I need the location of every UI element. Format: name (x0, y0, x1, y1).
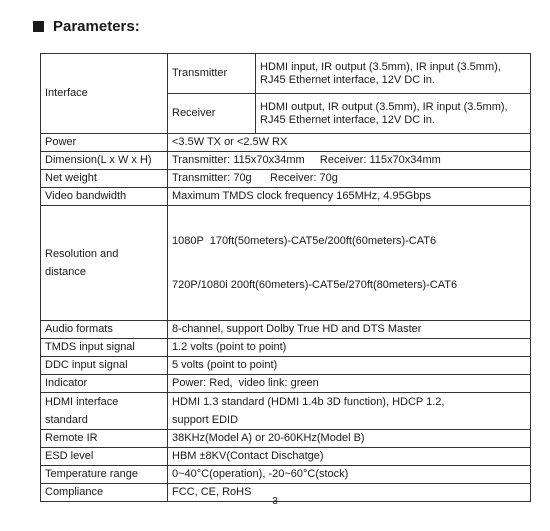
resolution-value-cell (168, 206, 531, 321)
video-bandwidth-label: Video bandwidth (41, 188, 168, 206)
hdmi-standard-label-line2: standard (45, 414, 88, 426)
tmds-value: 1.2 volts (point to point) (168, 339, 531, 357)
table-row-power (41, 134, 531, 152)
video-bandwidth-value: Maximum TMDS clock frequency 165MHz, 4.95Gbps (168, 188, 531, 206)
resolution-label-cell (41, 206, 168, 321)
interface-label: Interface (41, 54, 168, 134)
receiver-value: HDMI output, IR output (3.5mm), IR input (3.5mm), RJ45 Ethernet interface, 12V DC in. (256, 94, 531, 134)
table-row-dimension (41, 152, 531, 170)
table-row-tmds (41, 339, 531, 357)
hdmi-standard-label-line1: HDMI interface (45, 396, 119, 408)
table-row-remote-ir (41, 430, 531, 448)
net-weight-label: Net weight (41, 170, 168, 188)
indicator-label: Indicator (41, 375, 168, 393)
table-row-esd (41, 448, 531, 466)
heading-text: Parameters: (53, 17, 140, 35)
table-row-interface-transmitter (41, 54, 531, 94)
resolution-label-line1: Resolution and (45, 248, 119, 260)
power-label: Power (41, 134, 168, 152)
transmitter-label: Transmitter (168, 54, 256, 94)
receiver-label: Receiver (168, 94, 256, 134)
resolution-value-line1: 1080P 170ft(50meters)-CAT5e/200ft(60meters)-CAT6 (172, 235, 437, 247)
resolution-label-line2: distance (45, 266, 86, 278)
remote-ir-value: 38KHz(Model A) or 20-60KHz(Model B) (168, 430, 531, 448)
dimension-label: Dimension(L x W x H) (41, 152, 168, 170)
resolution-value-line2: 720P/1080i 200ft(60meters)-CAT5e/270ft(80meters)-CAT6 (172, 279, 458, 291)
audio-label: Audio formats (41, 321, 168, 339)
parameters-table (40, 53, 531, 502)
power-value: <3.5W TX or <2.5W RX (168, 134, 531, 152)
temperature-value: 0~40°C(operation), -20~60°C(stock) (168, 466, 531, 484)
indicator-value: Power: Red, video link: green (168, 375, 531, 393)
table-row-indicator (41, 375, 531, 393)
table-row-resolution (41, 206, 531, 321)
hdmi-standard-value-line2: support EDID (172, 414, 239, 426)
transmitter-value: HDMI input, IR output (3.5mm), IR input (3.5mm), RJ45 Ethernet interface, 12V DC in. (256, 54, 531, 94)
hdmi-standard-value-cell (168, 393, 531, 430)
table-row-temperature (41, 466, 531, 484)
remote-ir-label: Remote IR (41, 430, 168, 448)
page-number: 3 (272, 496, 278, 507)
compliance-label: Compliance (41, 484, 168, 502)
ddc-value: 5 volts (point to point) (168, 357, 531, 375)
table-row-audio (41, 321, 531, 339)
net-weight-value: Transmitter: 70g Receiver: 70g (168, 170, 531, 188)
section-heading (33, 16, 140, 36)
audio-value: 8-channel, support Dolby True HD and DTS Master (168, 321, 531, 339)
esd-value: HBM ±8KV(Contact Dischatge) (168, 448, 531, 466)
ddc-label: DDC input signal (41, 357, 168, 375)
hdmi-standard-value-line1: HDMI 1.3 standard (HDMI 1.4b 3D function), HDCP 1.2, (172, 396, 445, 408)
tmds-label: TMDS input signal (41, 339, 168, 357)
table-row-video-bandwidth (41, 188, 531, 206)
hdmi-standard-label-cell (41, 393, 168, 430)
table-row-hdmi-standard (41, 393, 531, 430)
square-bullet-icon (33, 21, 44, 32)
compliance-value: FCC, CE, RoHS (168, 484, 531, 502)
temperature-label: Temperature range (41, 466, 168, 484)
esd-label: ESD level (41, 448, 168, 466)
dimension-value: Transmitter: 115x70x34mm Receiver: 115x70x34mm (168, 152, 531, 170)
table-row-net-weight (41, 170, 531, 188)
table-row-ddc (41, 357, 531, 375)
